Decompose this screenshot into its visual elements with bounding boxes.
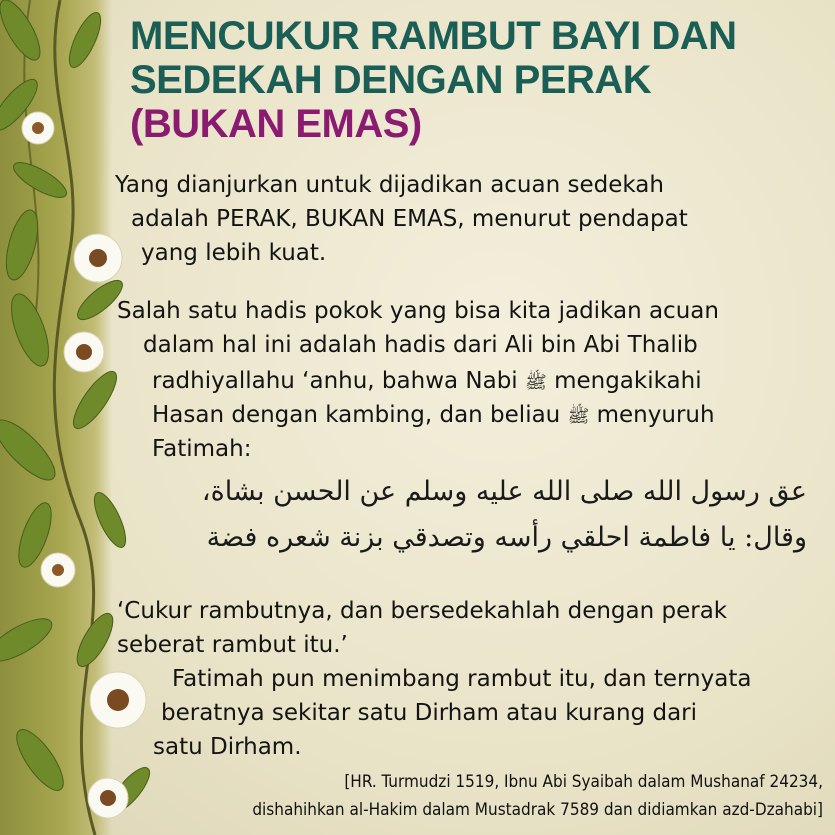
reference-line: dishahihkan al-Hakim dalam Mustadrak 7589 dan didiamkan azd-Dzahabi] <box>252 800 823 820</box>
paragraph-line: beratnya sekitar satu Dirham atau kurang dari <box>161 700 698 726</box>
paragraph-line: Hasan dengan kambing, dan beliau ﷺ menyuruh <box>152 402 715 428</box>
paragraph-line: radhiyallahu ‘anhu, bahwa Nabi ﷺ mengakikahi <box>152 368 702 394</box>
arabic-hadith-line: عق رسول الله صلى الله عليه وسلم عن الحسن بشاة، <box>201 476 807 507</box>
page-title <box>130 14 820 146</box>
salawat-symbol: ﷺ <box>567 406 590 427</box>
title-line-1: MENCUKUR RAMBUT BAYI DAN <box>130 14 737 58</box>
quote-line: seberat rambut itu.’ <box>117 632 348 658</box>
paragraph-line: dalam hal ini adalah hadis dari Ali bin Abi Thalib <box>143 332 698 358</box>
paragraph-line: Fatimah pun menimbang rambut itu, dan ternyata <box>172 666 752 692</box>
paragraph-line: yang lebih kuat. <box>141 240 327 266</box>
paragraph-line: Salah satu hadis pokok yang bisa kita jadikan acuan <box>117 298 719 324</box>
paragraph-line: satu Dirham. <box>153 734 302 760</box>
arabic-hadith-line: وقال: يا فاطمة احلقي رأسه وتصدقي بزنة شعره فضة <box>206 522 807 553</box>
reference-line: [HR. Turmudzi 1519, Ibnu Abi Syaibah dalam Mushanaf 24234, <box>344 772 823 792</box>
quote-line: ‘Cukur rambutnya, dan bersedekahlah dengan perak <box>117 598 728 624</box>
paragraph-line: Fatimah: <box>152 436 252 462</box>
paragraph-line: adalah PERAK, BUKAN EMAS, menurut pendapat <box>131 206 688 232</box>
title-line-2: SEDEKAH DENGAN PERAK <box>130 58 652 102</box>
paragraph-line: Yang dianjurkan untuk dijadikan acuan sedekah <box>115 172 664 198</box>
title-line-3: (BUKAN EMAS) <box>130 102 422 146</box>
salawat-symbol: ﷺ <box>525 372 547 393</box>
